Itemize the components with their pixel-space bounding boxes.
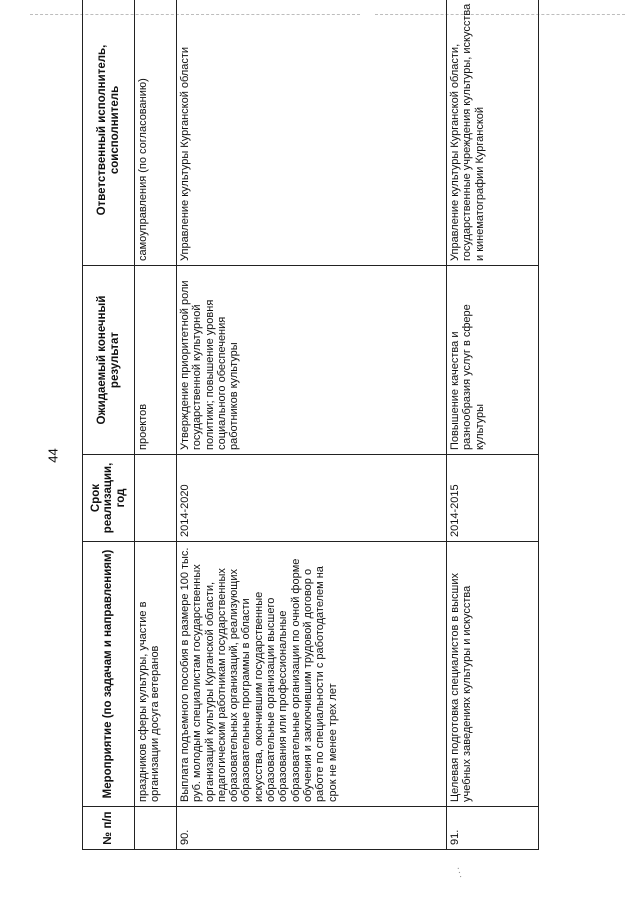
scan-speck: ⋰ <box>452 865 466 879</box>
cell-executor: самоуправления (по согласованию) <box>135 0 177 266</box>
table-header-row <box>83 0 135 850</box>
header-executor: Ответственный исполнитель, соисполнитель <box>83 0 135 266</box>
cell-num: 91. <box>447 807 539 850</box>
cell-activity: праздников сферы культуры, участие в организации досуга ветеранов <box>135 542 177 807</box>
cell-executor: Управление культуры Курганской области, государственные учреждения культуры, искусства и кинематографии Курганской <box>447 0 539 266</box>
header-result: Ожидаемый конечный результат <box>83 266 135 455</box>
header-activity: Мероприятие (по задачам и направлениям) <box>83 542 135 807</box>
header-num: № п/п <box>83 807 135 850</box>
table-row <box>135 0 177 850</box>
header-term: Срок реализации, год <box>83 455 135 542</box>
cell-term <box>135 455 177 542</box>
cell-result: Утверждение приоритетной роли государственной культурной политики; повышение уровня социального обеспечения работников культуры <box>177 266 447 455</box>
cell-activity: Выплата подъемного пособия в размере 100 тыс. руб. молодым специалистам государственных организаций культуры Курганской области, педагогическим работникам государственных образовательных организаций, реализующих образовательные программы в области искусства, окончившим государственные образовательные организации высшего образования или профессиональные образовательные организации по очной форме обучения и заключившим трудовой договор о работе по специальности с работодателем на срок не менее трех лет <box>177 542 447 807</box>
cell-num: 90. <box>177 807 447 850</box>
rotated-table-wrapper <box>82 3 538 850</box>
cell-term: 2014-2015 <box>447 455 539 542</box>
cell-activity: Целевая подготовка специалистов в высших учебных заведениях культуры и искусства <box>447 542 539 807</box>
cell-num <box>135 807 177 850</box>
table-row <box>177 0 447 850</box>
cell-result: проектов <box>135 266 177 455</box>
cell-term: 2014-2020 <box>177 455 447 542</box>
page-number: 44 <box>45 448 61 463</box>
cell-executor: Управление культуры Курганской области <box>177 0 447 266</box>
cell-result: Повышение качества и разнообразия услуг в сфере культуры <box>447 266 539 455</box>
table-row <box>447 0 539 850</box>
activities-table <box>82 0 539 850</box>
